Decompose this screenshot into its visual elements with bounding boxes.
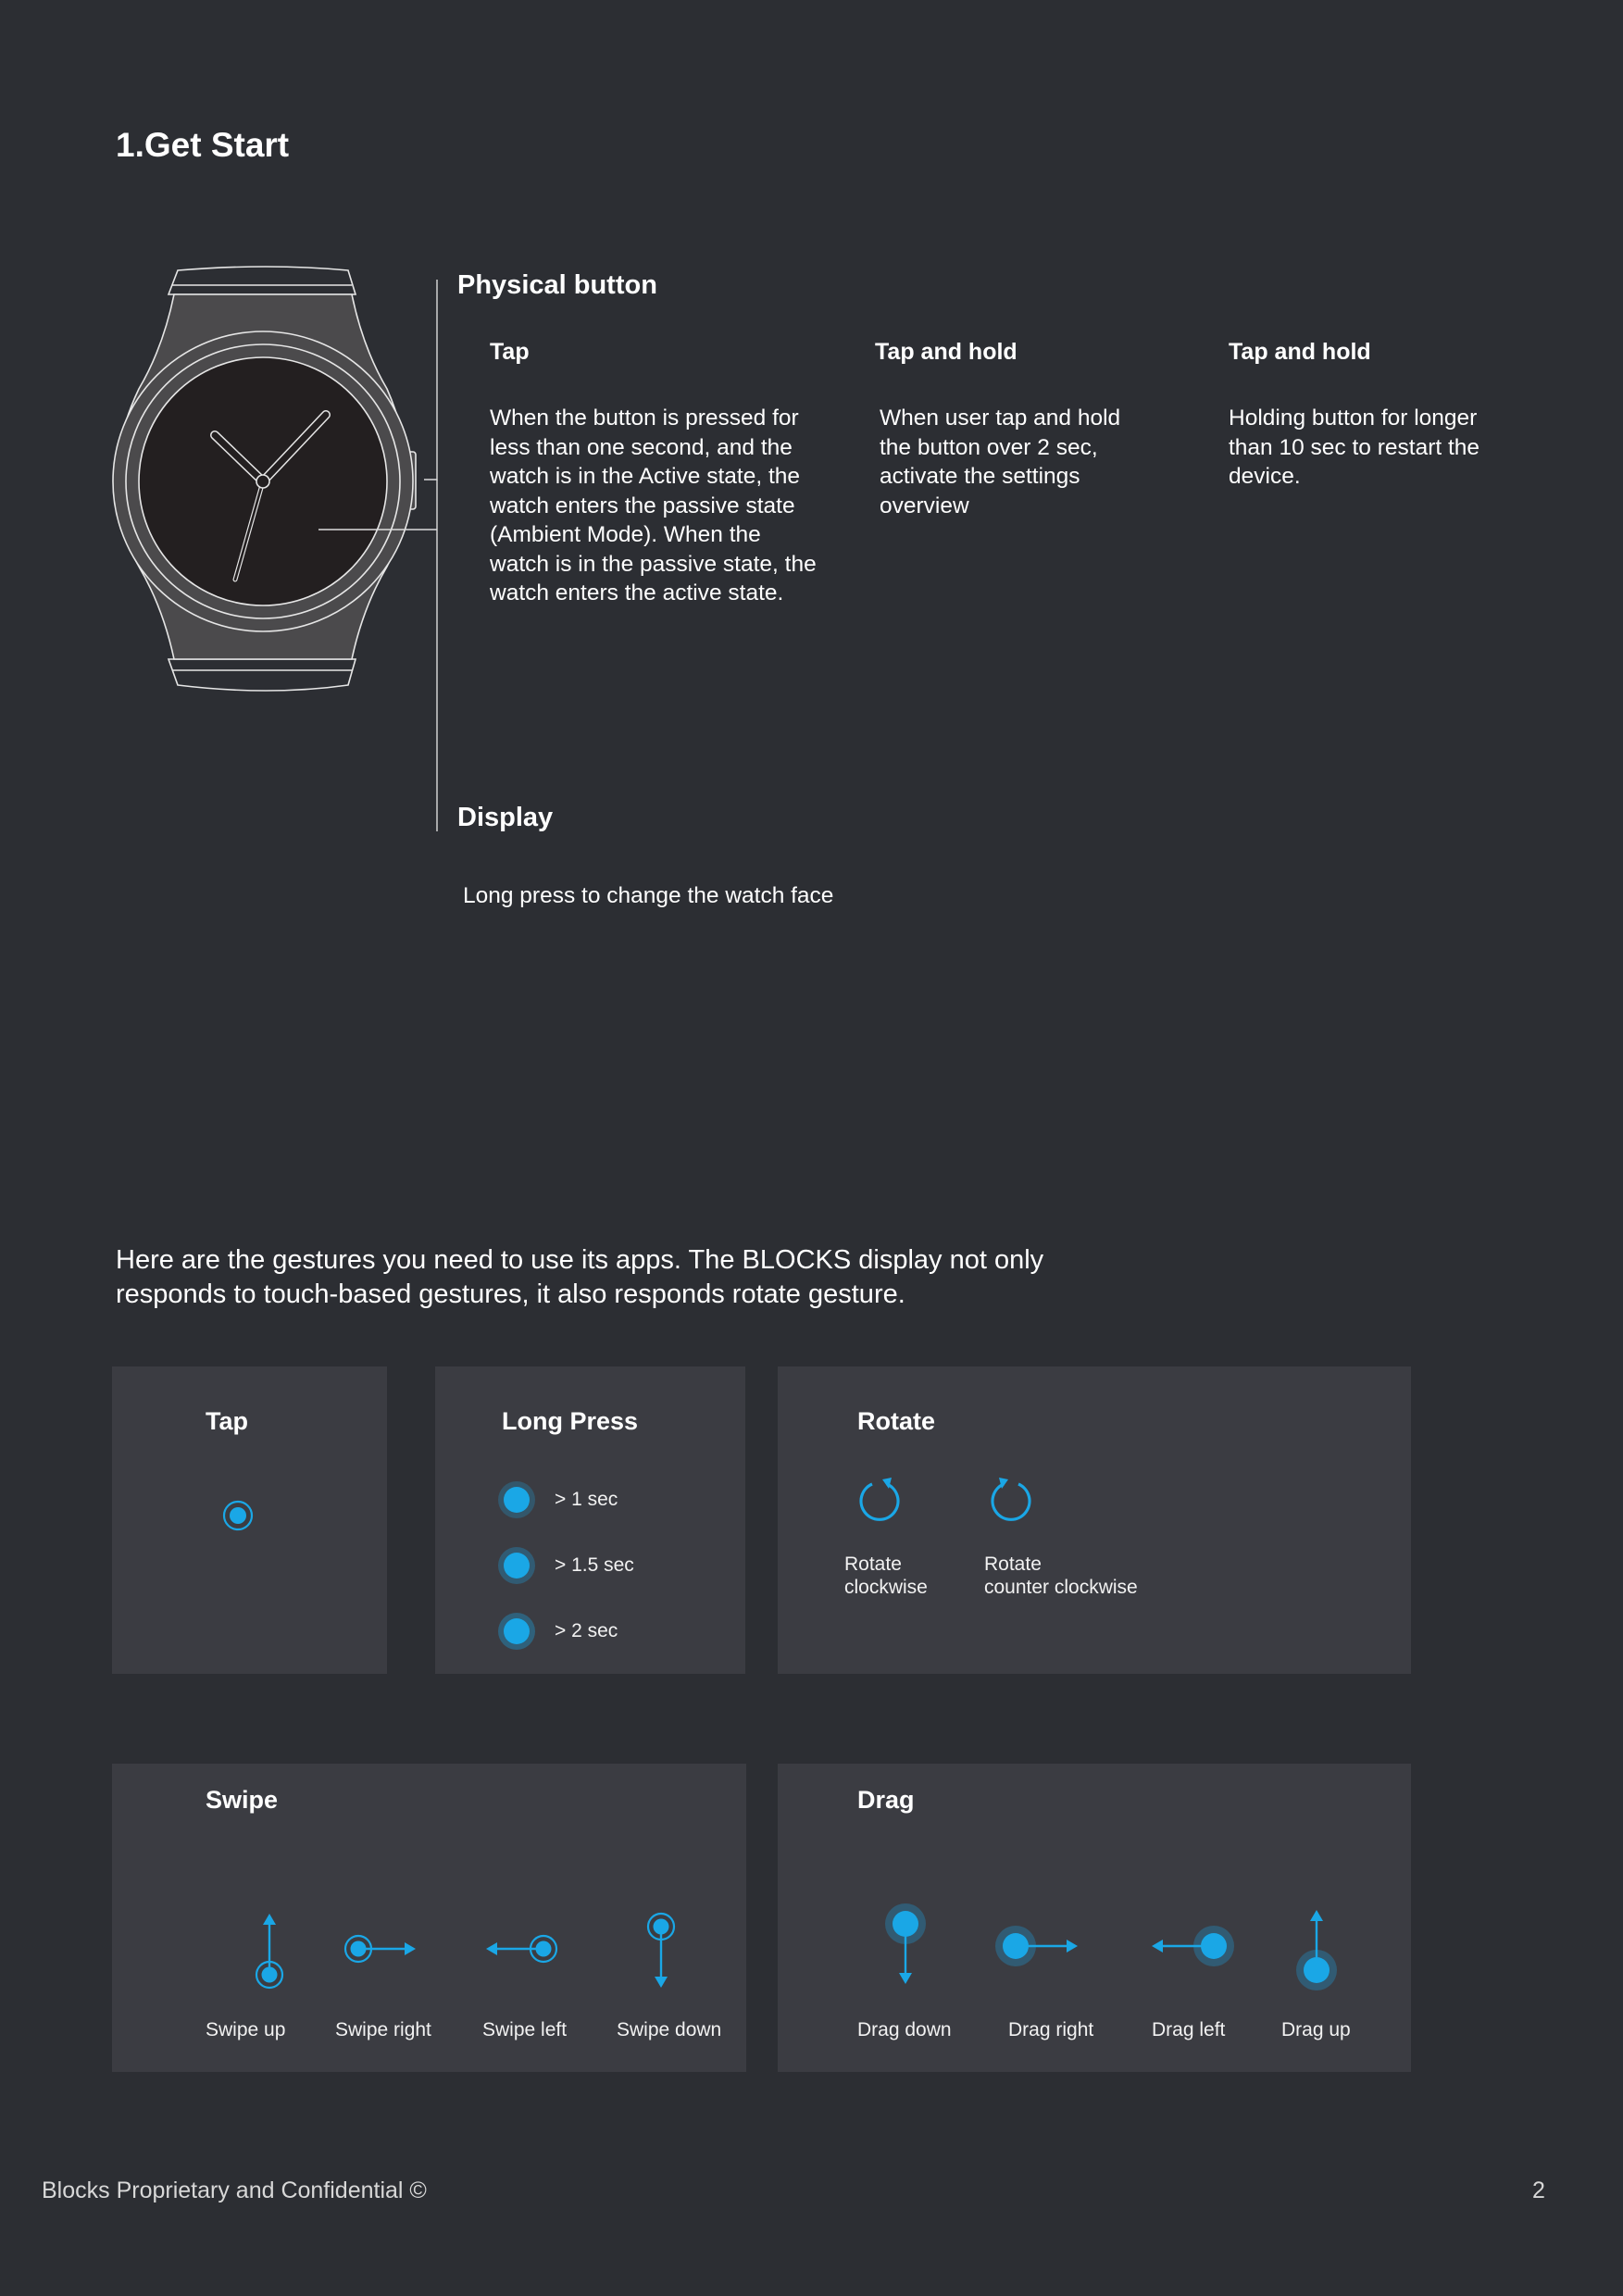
rotate-gesture-card xyxy=(778,1366,1411,1674)
rotate-clockwise-label-line2: clockwise xyxy=(844,1577,928,1598)
swipe-down-icon xyxy=(643,1910,680,1993)
swipe-up-icon xyxy=(251,1912,288,1995)
rotate-card-title: Rotate xyxy=(857,1407,936,1435)
long-press-1s-label: > 1 sec xyxy=(555,1489,618,1510)
swipe-right-label: Swipe right xyxy=(335,2019,431,2040)
swipe-up-label: Swipe up xyxy=(206,2019,286,2040)
tap-card-title: Tap xyxy=(206,1407,248,1435)
long-press-2s-icon xyxy=(496,1611,537,1652)
swipe-left-label: Swipe left xyxy=(482,2019,568,2040)
tap-col-text: When the button is pressed for less than one second, and the watch is in the Active state, the watch enters the passive state (Ambient Mode). When the watch is in the passive state, the watch enters the active state. xyxy=(490,406,817,605)
drag-up-label: Drag up xyxy=(1281,2019,1351,2040)
long-press-1-5s-label: > 1.5 sec xyxy=(555,1554,634,1576)
long-press-gesture-card xyxy=(435,1366,745,1674)
rotate-clockwise-label-line1: Rotate xyxy=(844,1554,902,1575)
swipe-down-label: Swipe down xyxy=(617,2019,722,2040)
display-text: Long press to change the watch face xyxy=(463,883,834,908)
tap-hold-col-text: When user tap and hold the button over 2 sec, activate the settings overview xyxy=(880,406,1121,518)
rotate-counter-clockwise-label-line1: Rotate xyxy=(984,1554,1042,1575)
drag-down-label: Drag down xyxy=(857,2019,952,2040)
swipe-gesture-card xyxy=(112,1764,746,2072)
rotate-counter-clockwise-label-line2: counter clockwise xyxy=(984,1577,1138,1598)
drag-up-icon xyxy=(1293,1904,1340,1993)
tap-hold-col-title: Tap and hold xyxy=(875,339,1017,365)
long-press-2s-label: > 2 sec xyxy=(555,1620,618,1641)
gestures-intro: Here are the gestures you need to use its apps. The BLOCKS display not only responds to touch-based gestures, it also responds rotate gesture. xyxy=(116,1245,1044,1309)
drag-down-icon xyxy=(882,1901,929,1990)
long-press-1-5s-icon xyxy=(496,1545,537,1586)
drag-left-icon xyxy=(1144,1923,1237,1969)
swipe-card-title: Swipe xyxy=(206,1786,279,1814)
rotate-counter-clockwise-icon xyxy=(983,1468,1039,1524)
page-title: 1.Get Start xyxy=(116,126,290,164)
physical-button-heading: Physical button xyxy=(457,270,657,300)
display-heading: Display xyxy=(457,803,554,832)
tap-col-title: Tap xyxy=(490,339,530,365)
page-number: 2 xyxy=(1532,2177,1545,2203)
tap-gesture-card xyxy=(112,1366,387,1674)
drag-card-title: Drag xyxy=(857,1786,915,1814)
drag-right-label: Drag right xyxy=(1008,2019,1094,2040)
swipe-left-icon xyxy=(481,1930,564,1967)
tap-hold-restart-col-title: Tap and hold xyxy=(1229,339,1371,365)
swipe-right-icon xyxy=(338,1930,421,1967)
long-press-card-title: Long Press xyxy=(502,1407,639,1435)
drag-right-icon xyxy=(993,1923,1085,1969)
footer-confidential: Blocks Proprietary and Confidential © xyxy=(42,2177,427,2203)
drag-left-label: Drag left xyxy=(1152,2019,1226,2040)
rotate-clockwise-icon xyxy=(852,1468,907,1524)
drag-gesture-card xyxy=(778,1764,1411,2072)
tap-hold-restart-col-text: Holding button for longer than 10 sec to restart the device. xyxy=(1229,406,1480,489)
tap-gesture-icon xyxy=(219,1497,256,1534)
long-press-1s-icon xyxy=(496,1479,537,1520)
